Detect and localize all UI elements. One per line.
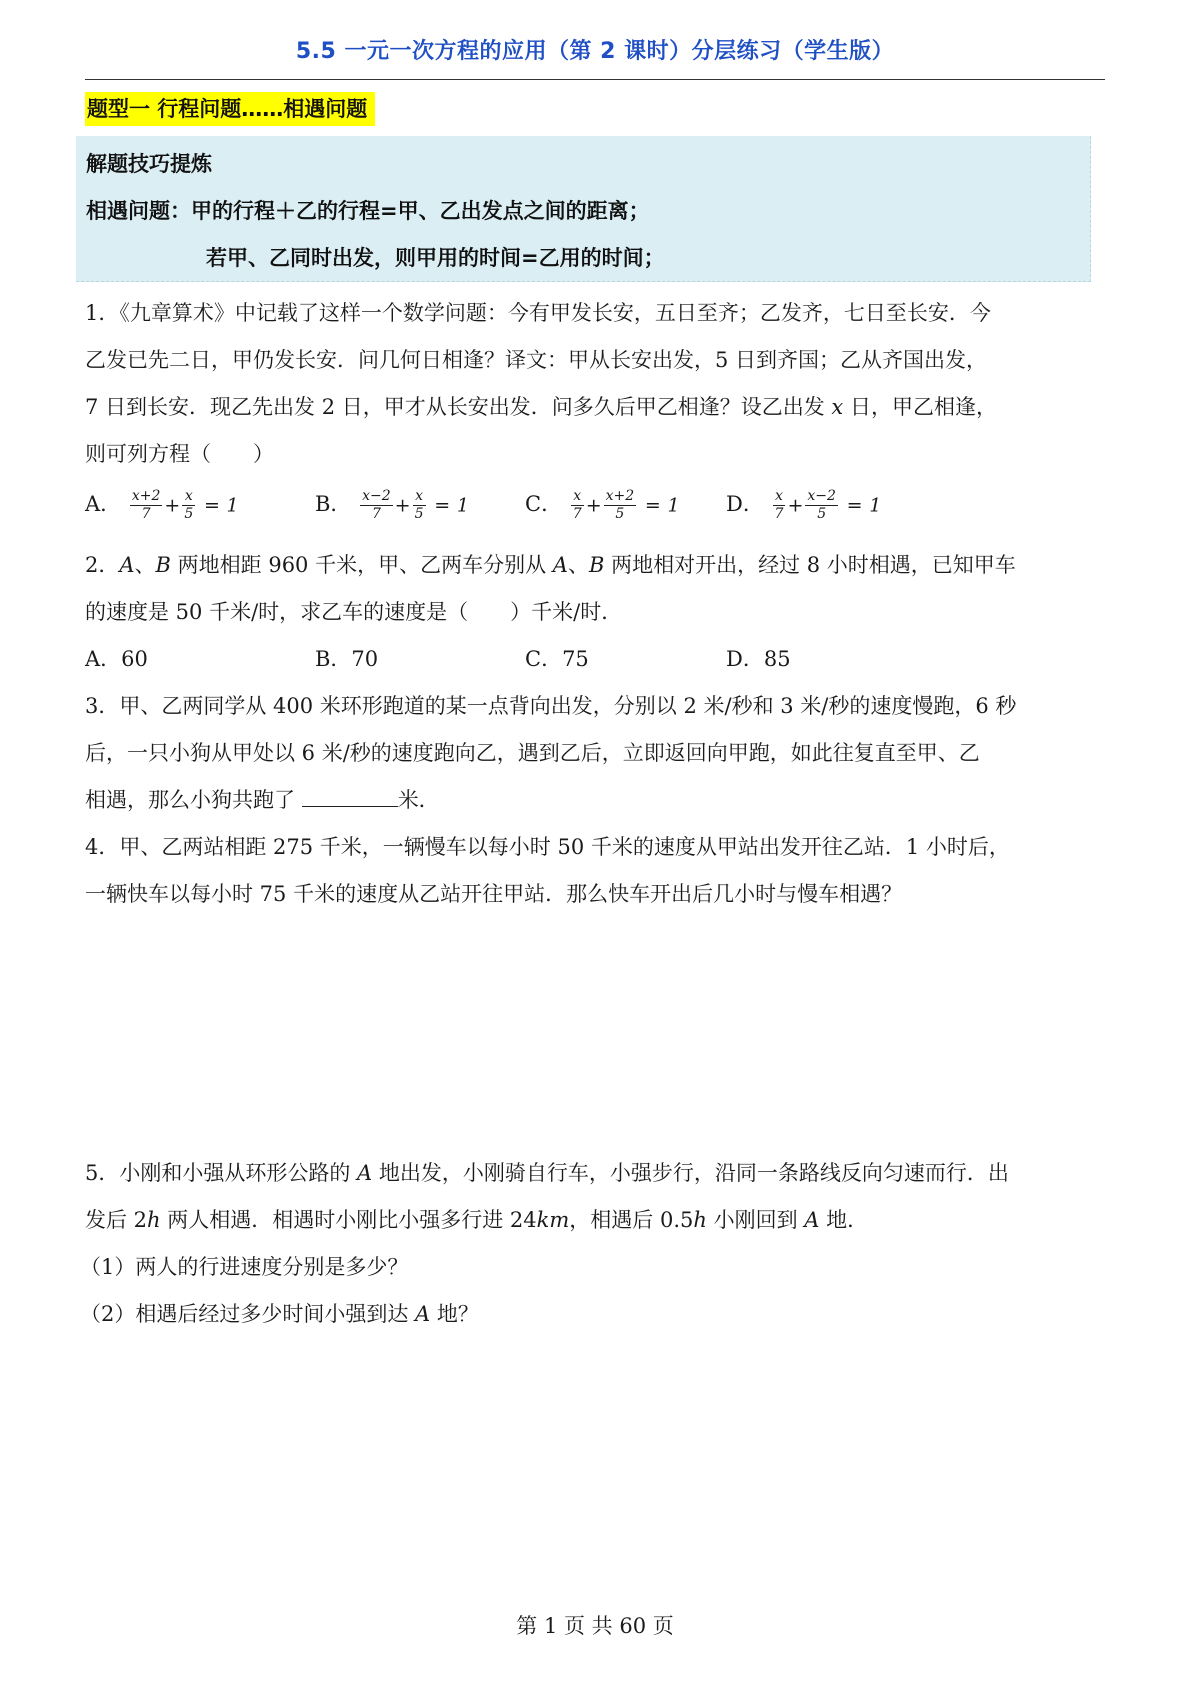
- q4-line-2: 一辆快车以每小时 75 千米的速度从乙站开往甲站．那么快车开出后几小时与慢车相遇？: [85, 882, 903, 906]
- page-title: 5.5 一元一次方程的应用（第 2 课时）分层练习（学生版）: [295, 39, 895, 64]
- q3-line-3: 相遇，那么小狗共跑了 米．: [85, 788, 440, 812]
- q5-sub-1: （1）两人的行进速度分别是多少？: [80, 1255, 409, 1279]
- q1-option-c: C． $\frac{x}{7}$ + $\frac{x+2}{5}$ = 1: [525, 488, 680, 522]
- tips-line-1: 相遇问题：甲的行程＋乙的行程=甲、乙出发点之间的距离；: [86, 199, 650, 223]
- q5-sub-2: （2）相遇后经过多少时间小强到达 A 地？: [80, 1302, 479, 1326]
- tips-line-2: 若甲、乙同时出发，则甲用的时间=乙用的时间；: [206, 246, 665, 270]
- q5-line-1: 5．小刚和小强从环形公路的 A 地出发，小刚骑自行车，小强步行，沿同一条路线反向匀速而行．出: [85, 1161, 1009, 1185]
- q2-line-2: 的速度是 50 千米/时，求乙车的速度是（ ）千米/时．: [85, 600, 623, 624]
- answer-blank[interactable]: [302, 788, 398, 807]
- q5-line-2: 发后 2h 两人相遇．相遇时小刚比小强多行进 24km，相遇后 0.5h 小刚回到 A 地．: [85, 1208, 869, 1232]
- q2-option-b: B．70: [315, 647, 379, 671]
- q3-line-2: 后，一只小狗从甲处以 6 米/秒的速度跑向乙，遇到乙后，立即返回向甲跑，如此往复直至甲、乙: [85, 741, 980, 765]
- page-footer: 第 1 页 共 60 页: [516, 1614, 674, 1638]
- q2-option-a: A．60: [85, 647, 148, 671]
- q1-option-a: A． $\frac{x+2}{7}$ + $\frac{x}{5}$ = 1: [85, 488, 239, 522]
- q1-line-4: 则可列方程（ ）: [85, 442, 274, 466]
- q1-line-2: 乙发已先二日，甲仍发长安．问几何日相逢？译文：甲从长安出发，5 日到齐国；乙从齐国出发，: [85, 348, 988, 372]
- q1-line-1: 1．《九章算术》中记载了这样一个数学问题：今有甲发长安，五日至齐；乙发齐，七日至长安．今: [85, 301, 991, 325]
- section-label: 题型一 行程问题……相遇问题: [85, 92, 375, 126]
- tips-heading: 解题技巧提炼: [86, 152, 212, 176]
- q2-line-1: 2．A、B 两地相距 960 千米，甲、乙两车分别从 A、B 两地相对开出，经过 8 小时相遇，已知甲车: [85, 553, 1016, 577]
- q1-line-3: 7 日到长安．现乙先出发 2 日，甲才从长安出发．问多久后甲乙相逢？设乙出发 x 日，甲乙相逢，: [85, 395, 997, 419]
- title-divider: [85, 79, 1105, 80]
- q3-line-1: 3．甲、乙两同学从 400 米环形跑道的某一点背向出发，分别以 2 米/秒和 3 米/秒的速度慢跑，6 秒: [85, 694, 1017, 718]
- q2-option-d: D．85: [726, 647, 791, 671]
- q1-option-b: B． $\frac{x-2}{7}$ + $\frac{x}{5}$ = 1: [315, 488, 469, 522]
- q4-line-1: 4．甲、乙两站相距 275 千米，一辆慢车以每小时 50 千米的速度从甲站出发开往乙站．1 小时后，: [85, 835, 1010, 859]
- q1-option-d: D． $\frac{x}{7}$ + $\frac{x-2}{5}$ = 1: [726, 488, 882, 522]
- q2-option-c: C．75: [525, 647, 589, 671]
